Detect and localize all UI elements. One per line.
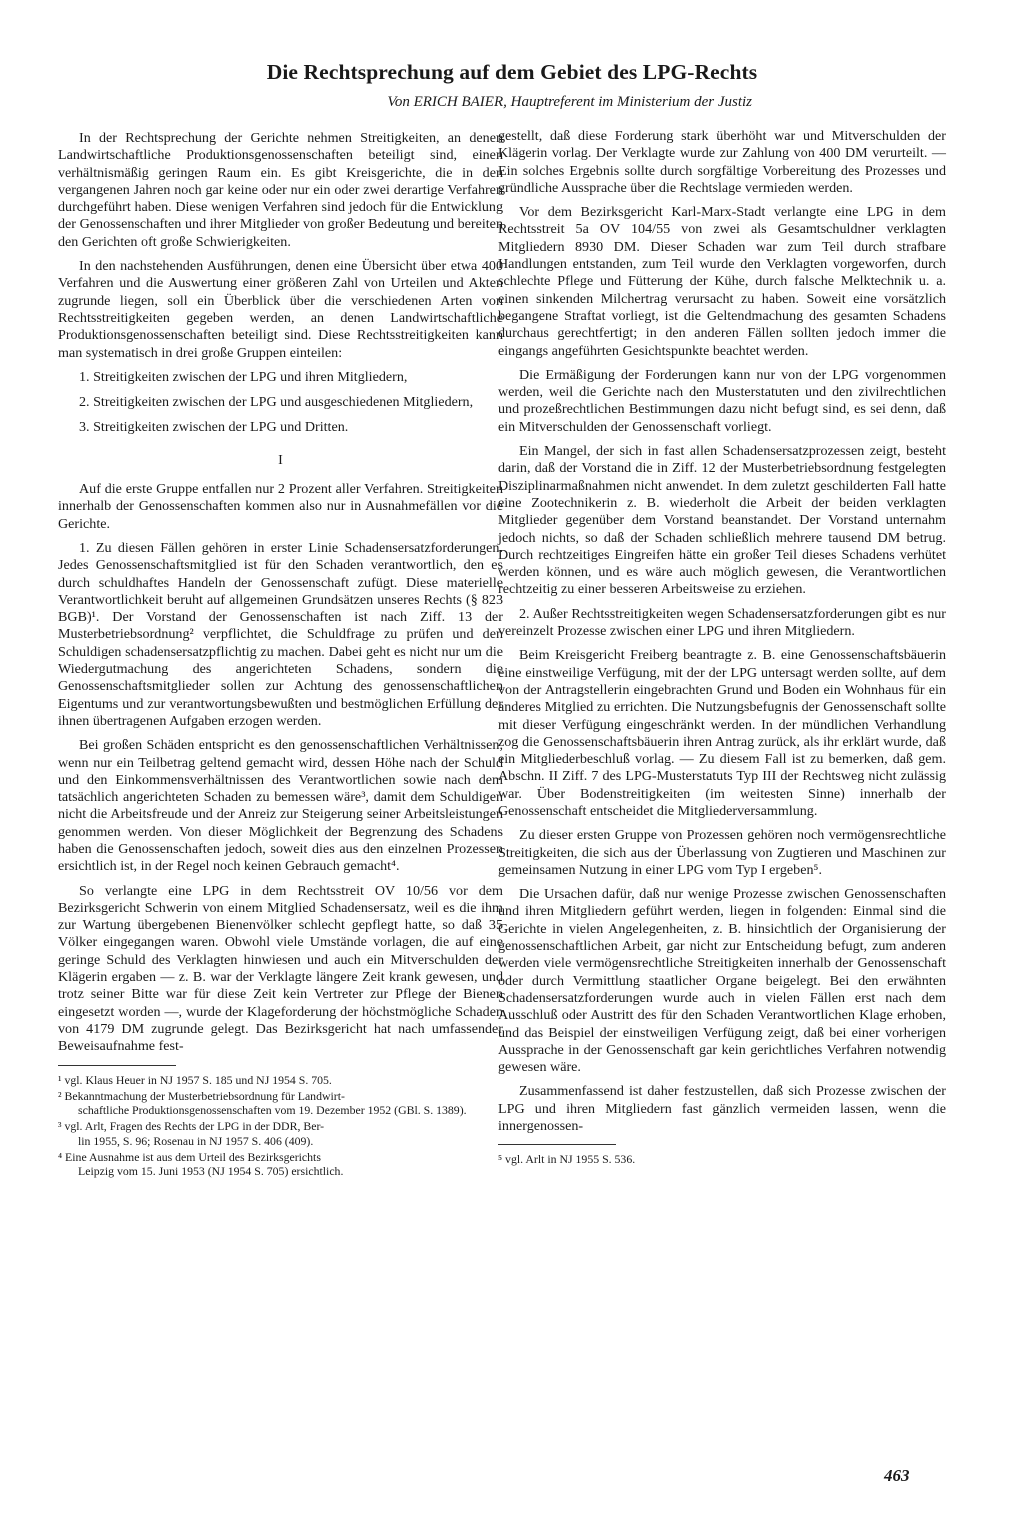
page-number: 463 bbox=[884, 1466, 910, 1485]
footnote: ⁵ vgl. Arlt in NJ 1955 S. 536. bbox=[498, 1152, 636, 1167]
paragraph: Vor dem Bezirksgericht Karl-Marx-Stadt verlangte eine LPG in dem Rechtsstreit 5a OV 104/55 von zwei als Gesamtschuldner verklagten Mitgliedern 8930 DM. Dieser Schaden war zum Teil durch strafbare Handlungen entstanden, zum Teil wurde den Verklagten vorgeworfen, durch schlechte Pflege und Fütterung der Kühe, durch falsche Melktechnik u. a. einen sinkenden Milchertrag verursacht zu haben. Soweit eine vorsätzlich begangene Straftat vorliegt, ist die Geltendmachung des gesamten Schadens durchaus gerechtfertigt; in den anderen Fällen sollten jedoch immer die eingangs angeführten Gesichtspunkte beachtet werden. bbox=[498, 204, 946, 359]
article-title: Die Rechtsprechung auf dem Gebiet des LPG-Rechts bbox=[266, 60, 758, 84]
paragraph: Die Ursachen dafür, daß nur wenige Prozesse zwischen Genossenschaften und ihren Mitgliedern geführt werden, liegen in folgenden: Einmal sind die Gerichte in vielen Angelegenheiten, z. B. hinsichtlich der Organisierung der genossenschaftlichen Arbeit, gar nicht zur Entscheidung befugt, zum anderen werden viele vermögensrechtliche Streitigkeiten innerhalb der Genossenschaft oder durch Vermittlung staatlicher Organe beigelegt. Bei den erwähnten Schadensersatzforderungen wurde auch in vielen Fällen erst nach dem Ausschluß oder Austritt des für den Schaden Verantwortlichen Klage erhoben, und das Beispiel der einstweiligen Verfügung zeigt, daß bei einer vorherigen Aussprache in der Genossenschaft gar kein gerichtliches Verfahren notwendig gewesen wäre. bbox=[498, 886, 946, 1076]
footnote-line: ² Bekanntmachung der Musterbetriebsordnung für Landwirt- bbox=[58, 1088, 345, 1103]
footnote bbox=[58, 1119, 503, 1148]
footnote-line: schaftliche Produktionsgenossenschaften vom 19. Dezember 1952 (GBl. S. 1389). bbox=[78, 1103, 467, 1118]
footnote: ¹ vgl. Klaus Heuer in NJ 1957 S. 185 und NJ 1954 S. 705. bbox=[58, 1072, 332, 1087]
footnote-divider bbox=[58, 1065, 176, 1066]
paragraph: In der Rechtsprechung der Gerichte nehmen Streitigkeiten, an denen Landwirtschaftliche Produktionsgenossenschaften beteiligt sind, einen verhältnismäßig geringen Raum ein. Es gibt Kreisgerichte, die in den vergangenen Jahren noch gar keine oder nur ein oder zwei derartige Verfahren durchgeführt haben. Diese wenigen Verfahren sind jedoch für die Entwicklung der Genossenschaften und ihrer Mitglieder von großer Bedeutung und bereiten den Gerichten oft große Schwierigkeiten. bbox=[58, 130, 503, 250]
paragraph: Ein Mangel, der sich in fast allen Schadensersatzprozessen zeigt, besteht darin, daß der Vorstand die in Ziff. 12 der Musterbetriebsordnung festgelegten Disziplinarmaßnahmen nicht anwendet. In dem zuletzt geschilderten Fall hatte eine Zootechnikerin z. B. wiederholt die Arbeit der beiden verklagten Mitglieder gegenüber dem Vorstand beanstandet. Der Vorstand unternahm jedoch nichts, so daß der Schaden schließlich mehrere tausend DM betrug. Durch rechtzeitiges Eingreifen hätte ein großer Teil dieses Schadens verhütet werden können, und es wäre auch möglich gewesen, die Verantwortlichen rechtzeitig zu einer besseren Arbeitsweise zu erziehen. bbox=[498, 443, 946, 598]
paragraph: 2. Außer Rechtsstreitigkeiten wegen Schadensersatzforderungen gibt es nur vereinzelt Prozesse zwischen einer LPG und ihren Mitgliedern. bbox=[498, 605, 946, 640]
section-heading: I bbox=[278, 452, 283, 468]
right-column bbox=[498, 128, 946, 1169]
footnote-line: Leipzig vom 15. Juni 1953 (NJ 1954 S. 705) ersichtlich. bbox=[78, 1164, 344, 1179]
footnote bbox=[58, 1089, 503, 1118]
list-item: 2. Streitigkeiten zwischen der LPG und ausgeschiedenen Mitgliedern, bbox=[79, 394, 474, 411]
paragraph: In den nachstehenden Ausführungen, denen eine Übersicht über etwa 400 Verfahren und die Auswertung einer größeren Zahl von Urteilen und Akten zugrunde liegen, soll ein Überblick über die verschiedenen Arten von Rechtsstreitigkeiten gegeben werden, an denen Landwirtschaftliche Produktionsgenossenschaften beteiligt sind. Diese Rechtsstreitigkeiten kann man systematisch in drei große Gruppen einteilen: bbox=[58, 258, 503, 361]
paragraph: gestellt, daß diese Forderung stark überhöht war und Mitverschulden der Klägerin vorlag. Der Verklagte wurde zur Zahlung von 400 DM verurteilt. — Ein solches Ergebnis sollte durch sorgfältige Vorbereitung des Prozesses und gründliche Aussprache über die Rechtslage vermieden werden. bbox=[498, 128, 946, 196]
left-column bbox=[58, 130, 503, 1181]
footnote-line: ⁴ Eine Ausnahme ist aus dem Urteil des Bezirksgerichts bbox=[58, 1150, 321, 1165]
paragraph: Bei großen Schäden entspricht es den genossenschaftlichen Verhältnissen, wenn nur ein Teilbetrag geltend gemacht wird, dessen Höhe nach der Schuld und den Einkommensverhältnissen des Verantwortlichen sowie nach dem tatsächlich angerichteten Schaden zu bemessen wäre³, damit dem Schuldigen nicht die Arbeitsfreude und der Anreiz zur Steigerung seiner Arbeitsleistungen genommen werden. Von dieser Möglichkeit der Begrenzung des Schadens haben die Genossenschaften jedoch, soweit dies aus den einzelnen Prozessen ersichtlich ist, in der Regel noch keinen Gebrauch gemacht⁴. bbox=[58, 737, 503, 875]
author-byline: Von ERICH BAIER, Hauptreferent im Ministerium der Justiz bbox=[387, 94, 752, 110]
footnote bbox=[58, 1150, 503, 1179]
paragraph: 1. Zu diesen Fällen gehören in erster Linie Schadensersatzforderungen. Jedes Genossenschaftsmitglied ist für den Schaden verantwortlich, den es durch schuldhaftes Handeln der Genossenschaft zufügt. Diese materielle Verantwortlichkeit beruht auf allgemeinen Grundsätzen unseres Rechts (§ 823 BGB)¹. Der Vorstand der Genossenschaften ist nach Ziff. 13 der Musterbetriebsordnung² verpflichtet, die Schuldfrage zu prüfen und den Schuldigen schadensersatzpflichtig zu machen. Dabei geht es nicht nur um die Wiedergutmachung des angerichteten Schadens, sondern die Genossenschaftsmitglieder sollen zur Achtung des genossenschaftlichen Eigentums und zur verantwortungsbewußten und bestmöglichen Erfüllung der ihnen übertragenen Aufgaben erzogen werden. bbox=[58, 539, 503, 729]
paragraph: Die Ermäßigung der Forderungen kann nur von der LPG vorgenommen werden, weil die Gerichte nach den Musterstatuten und den zivilrechtlichen und prozeßrechtlichen Bestimmungen dazu nicht befugt sind, es sei denn, daß ein Mitverschulden der Genossenschaft vorliegt. bbox=[498, 366, 946, 435]
list-item: 1. Streitigkeiten zwischen der LPG und ihren Mitgliedern, bbox=[79, 368, 408, 385]
paragraph: Auf die erste Gruppe entfallen nur 2 Prozent aller Verfahren. Streitigkeiten innerhalb der Genossenschaften kommen also nur in Ausnahmefällen vor die Gerichte. bbox=[58, 481, 503, 532]
footnote-line: ³ vgl. Arlt, Fragen des Rechts der LPG in der DDR, Ber- bbox=[58, 1119, 325, 1134]
footnote-line: lin 1955, S. 96; Rosenau in NJ 1957 S. 406 (409). bbox=[78, 1133, 314, 1148]
paragraph: Zu dieser ersten Gruppe von Prozessen gehören noch vermögensrechtliche Streitigkeiten, die sich aus der Überlassung von Zugtieren und Maschinen zur gemeinsamen Nutzung in einer LPG vom Typ I ergeben⁵. bbox=[498, 827, 946, 878]
paragraph: Zusammenfassend ist daher festzustellen, daß sich Prozesse zwischen der LPG und ihren Mitgliedern fast gänzlich vermeiden lassen, wenn die innergenossen- bbox=[498, 1083, 946, 1135]
footnote-divider bbox=[498, 1144, 616, 1145]
paragraph: Beim Kreisgericht Freiberg beantragte z. B. eine Genossenschaftsbäuerin eine einstweilige Verfügung, mit der der LPG untersagt werden sollte, auf dem von der Antragstellerin eingebrachten Grund und Boden ein Wohnhaus für ein anderes Mitglied zu errichten. Die Nutzungsbefugnis der Genossenschaft sollte mit dieser Verfügung eingeschränkt werden. In der mündlichen Verhandlung zog die Genossenschaftsbäuerin ihren Antrag zurück, als ihr erklärt wurde, daß ein Mitgliederbeschluß vorlag. — Zu diesem Fall ist zu bemerken, daß gem. Abschn. II Ziff. 7 des LPG-Musterstatuts Typ III der Rechtsweg nicht zulässig war. Über Bodenstreitigkeiten (im weitesten Sinne) innerhalb der Genossenschaft entscheidet die Mitgliederversammlung. bbox=[498, 647, 946, 819]
paragraph: So verlangte eine LPG in dem Rechtsstreit OV 10/56 vor dem Bezirksgericht Schwerin von einem Mitglied Schadensersatz, weil es die ihm zur Wartung übergebenen Bienenvölker schlecht gepflegt hatte, so daß 35 Völker eingegangen waren. Obwohl viele Umstände vorlagen, die auf eine geringe Schuld des Verklagten hinwiesen und auch ein Mitverschulden der Klägerin ergaben — z. B. war der Verklagte längere Zeit krank gewesen, und trotz seiner Bitte war für diese Zeit kein Vertreter zur Pflege der Bienen eingesetzt worden —, wurde der Klageforderung der höchstmögliche Schaden von 4179 DM zugrunde gelegt. Das Bezirksgericht hat nach umfassender Beweisaufnahme fest- bbox=[58, 882, 503, 1055]
list-item: 3. Streitigkeiten zwischen der LPG und Dritten. bbox=[79, 419, 349, 436]
